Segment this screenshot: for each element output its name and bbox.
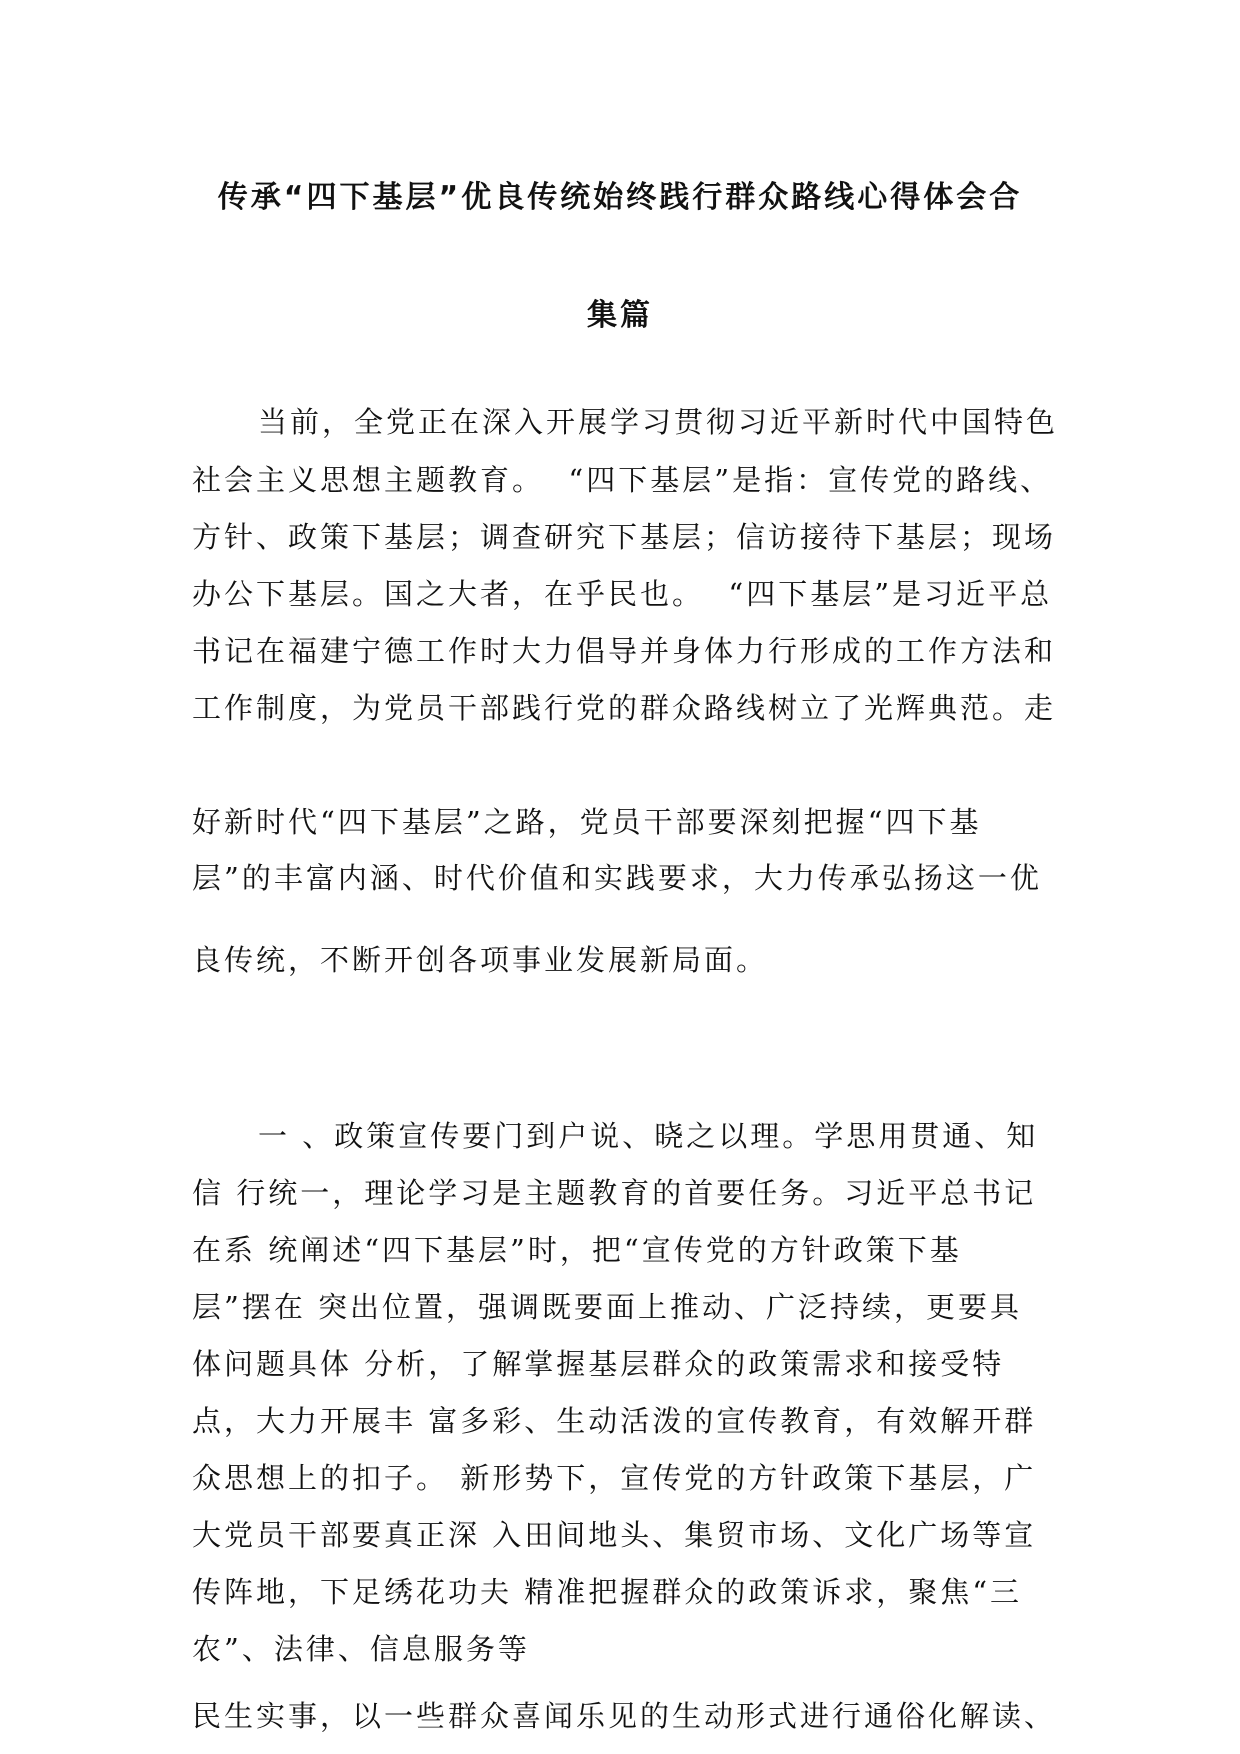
document-title-line-2: 集篇 bbox=[587, 298, 653, 333]
paragraph-2-line: 在系 统阐述“四下基层”时，把“宣传党的方针政策下基 bbox=[192, 1233, 962, 1267]
paragraph-2-line: 层”摆在 突出位置，强调既要面上推动、广泛持续，更要具 bbox=[192, 1290, 1023, 1324]
paragraph-1-line: 方针、政策下基层；调查研究下基层；信访接待下基层；现场 bbox=[192, 520, 1057, 554]
paragraph-2-line: 点，大力开展丰 富多彩、生动活泼的宣传教育，有效解开群 bbox=[192, 1404, 1037, 1438]
paragraph-2-line: 大党员干部要真正深 入田间地头、集贸市场、文化广场等宣 bbox=[192, 1518, 1037, 1552]
paragraph-1-line: 工作制度，为党员干部践行党的群众路线树立了光辉典范。走 bbox=[192, 691, 1057, 725]
paragraph-2-line: 农”、法律、信息服务等 bbox=[192, 1632, 530, 1666]
paragraph-2-line: 信 行统一，理论学习是主题教育的首要任务。习近平总书记 bbox=[192, 1176, 1037, 1210]
paragraph-1-line: 层”的丰富内涵、时代价值和实践要求，大力传承弘扬这一优 bbox=[192, 861, 1042, 895]
paragraph-1-line: 好新时代“四下基层”之路，党员干部要深刻把握“四下基 bbox=[192, 805, 982, 839]
paragraph-2-line: 体问题具体 分析，了解掌握基层群众的政策需求和接受特 bbox=[192, 1347, 1005, 1381]
paragraph-1-line: 社会主义思想主题教育。 “四下基层”是指：宣传党的路线、 bbox=[192, 463, 1053, 497]
paragraph-2-line: 传阵地，下足绣花功夫 精准把握群众的政策诉求，聚焦“三 bbox=[192, 1575, 1023, 1609]
paragraph-2-line: 众思想上的扣子。 新形势下，宣传党的方针政策下基层，广 bbox=[192, 1461, 1037, 1495]
paragraph-1-line: 办公下基层。国之大者，在乎民也。 “四下基层”是习近平总 bbox=[192, 577, 1053, 611]
paragraph-2-line: 民生实事，以一些群众喜闻乐见的生动形式进行通俗化解读、 bbox=[192, 1699, 1057, 1733]
paragraph-2-line: 一 、政策宣传要门到户说、晓之以理。学思用贯通、知 bbox=[258, 1119, 1039, 1153]
paragraph-1-line: 良传统，不断开创各项事业发展新局面。 bbox=[192, 943, 769, 977]
paragraph-1-line: 当前，全党正在深入开展学习贯彻习近平新时代中国特色 bbox=[258, 405, 1059, 439]
paragraph-1-line: 书记在福建宁德工作时大力倡导并身体力行形成的工作方法和 bbox=[192, 634, 1057, 668]
document-title-line-1: 传承“四下基层”优良传统始终践行群众路线心得体会合 bbox=[217, 180, 1023, 215]
